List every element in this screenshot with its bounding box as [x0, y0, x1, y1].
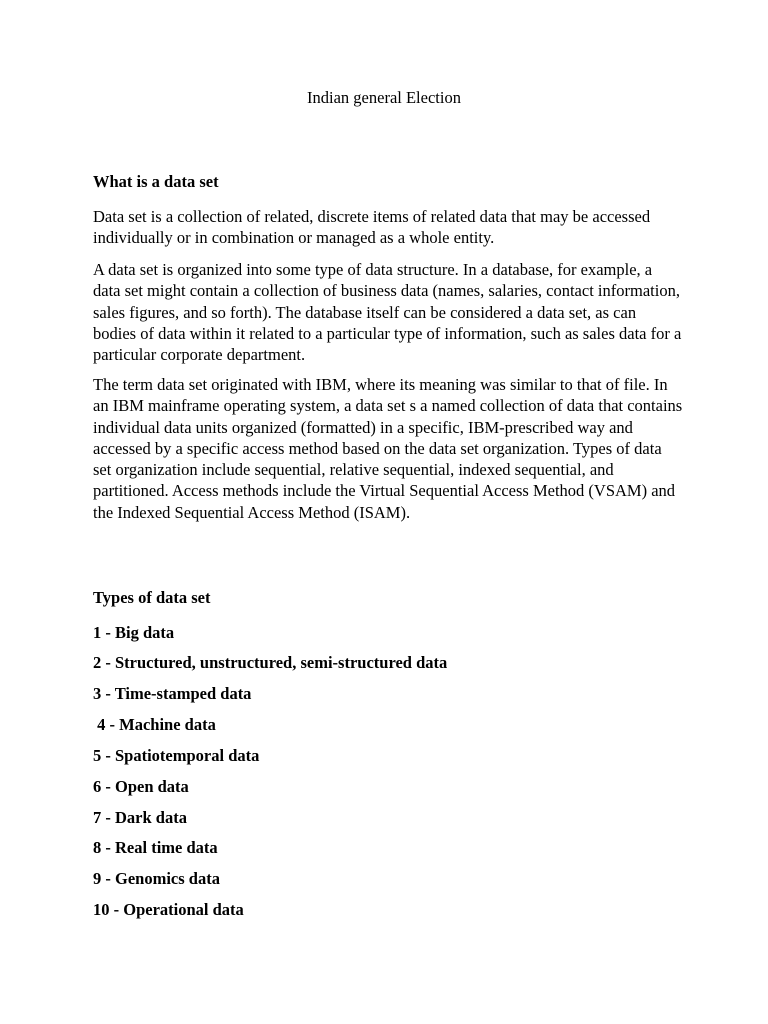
list-item-type: 6 - Open data	[93, 777, 189, 796]
paragraph-organization: A data set is organized into some type of data structure. In a database, for example, a data set might contain a collection of business data (names, salaries, contact information, sales figures, and so forth). The database itself can be considered a data set, as can bodies of data within it related to a particular type of information, such as sales data for a particular corporate department.	[93, 260, 682, 365]
list-item-type: 3 - Time-stamped data	[93, 684, 252, 703]
list-item-type: 2 - Structured, unstructured, semi-structured data	[93, 653, 448, 672]
list-item-type: 4 - Machine data	[93, 715, 216, 734]
section-heading-types-of-data-set: Types of data set	[93, 588, 211, 607]
list-item-type: 1 - Big data	[93, 623, 175, 642]
document-title: Indian general Election	[307, 88, 461, 107]
paragraph-ibm-origin: The term data set originated with IBM, where its meaning was similar to that of file. In an IBM mainframe operating system, a data set s a named collection of data that contains individual data units organized (formatted) in a specific, IBM-prescribed way and accessed by a specific access method based on the data set organization. Types of data set organization include sequential, relative sequential, indexed sequential, and partitioned. Access methods include the Virtual Sequential Access Method (VSAM) and the Indexed Sequential Access Method (ISAM).	[93, 375, 683, 522]
list-item-type: 7 - Dark data	[93, 808, 187, 827]
list-item-type: 10 - Operational data	[93, 900, 244, 919]
list-item-type: 5 - Spatiotemporal data	[93, 746, 260, 765]
paragraph-definition: Data set is a collection of related, discrete items of related data that may be accessed individually or in combination or managed as a whole entity.	[93, 207, 651, 248]
list-item-type: 9 - Genomics data	[93, 869, 220, 888]
list-item-type: 8 - Real time data	[93, 838, 218, 857]
section-heading-what-is-data-set: What is a data set	[93, 172, 219, 191]
